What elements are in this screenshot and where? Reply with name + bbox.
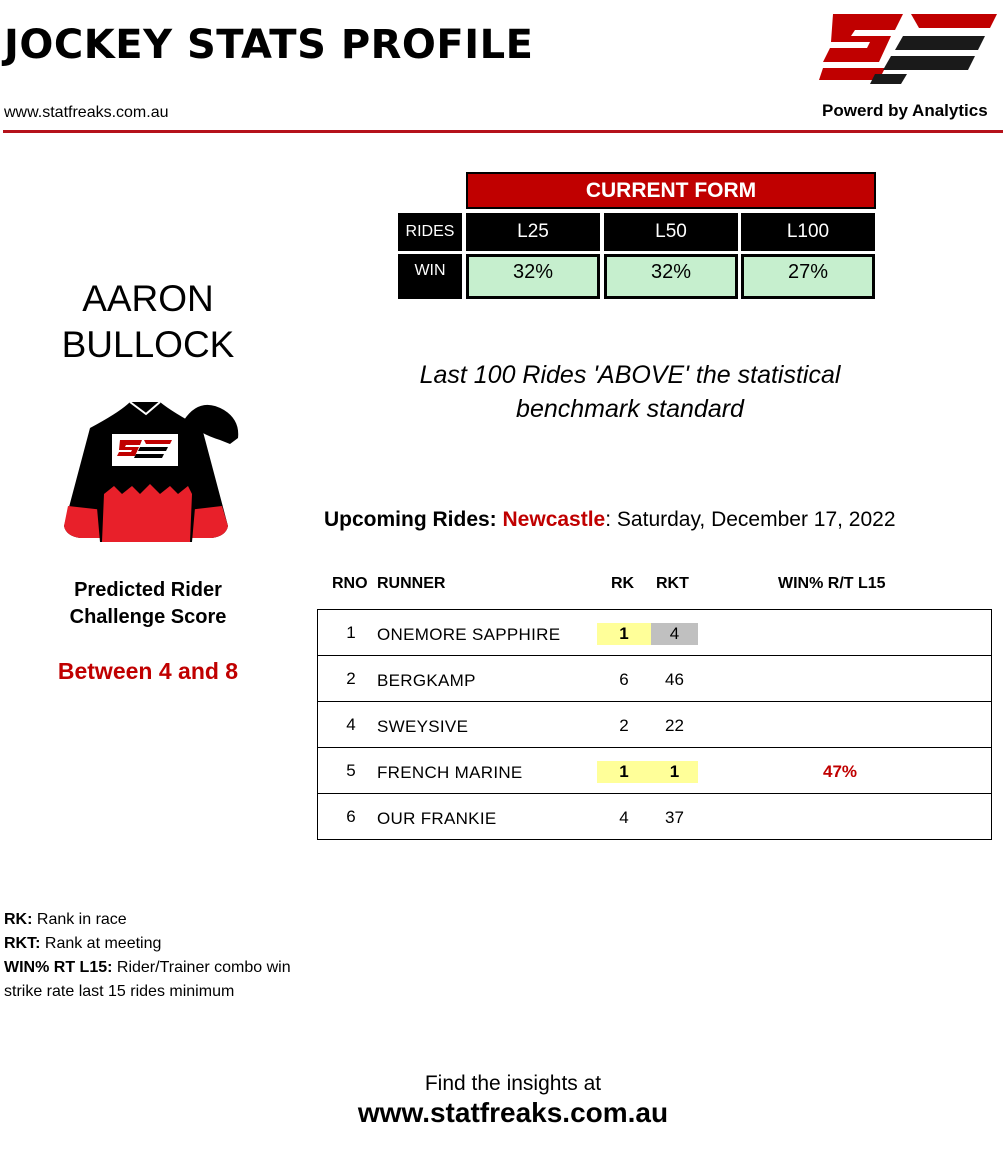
legend-rkt-def: Rank at meeting [40, 935, 162, 952]
page-title: JOCKEY STATS PROFILE [4, 22, 534, 68]
legend-win-def: Rider/Trainer combo win strike rate last 15 rides minimum [4, 959, 291, 1000]
form-win-l25: 32% [466, 254, 600, 299]
legend-rk [4, 908, 304, 932]
form-col-l50: L50 [604, 213, 738, 251]
runner-name: SWEYSIVE [377, 717, 469, 736]
benchmark-line2: benchmark standard [516, 395, 744, 423]
table-row [318, 702, 991, 748]
jockey-first-name: AARON [82, 278, 214, 319]
challenge-label-line2: Challenge Score [69, 606, 227, 628]
race-number: 6 [346, 807, 356, 826]
table-row [318, 748, 991, 794]
table-row [318, 794, 991, 839]
race-number: 5 [346, 761, 356, 780]
benchmark-note [380, 358, 880, 426]
rank-at-meeting: 22 [665, 716, 684, 735]
footer-tagline: Find the insights at [424, 1072, 602, 1095]
site-url-link[interactable]: www.statfreaks.com.au [4, 104, 169, 121]
table-row [318, 610, 991, 656]
header-runner: RUNNER [377, 575, 446, 592]
jockey-last-name: BULLOCK [61, 324, 235, 365]
race-number: 1 [346, 623, 356, 642]
form-win-l100: 27% [741, 254, 875, 299]
runner-name: OUR FRANKIE [377, 809, 497, 828]
legend-rk-term: RK: [4, 911, 33, 928]
sf-logo-icon [815, 0, 1005, 92]
rank-in-race: 1 [597, 761, 651, 783]
rank-in-race: 6 [619, 670, 629, 689]
current-form-title: CURRENT FORM [466, 172, 876, 209]
header-rno: RNO [332, 575, 368, 592]
win-rt-l15: 47% [822, 762, 858, 781]
form-win-l50: 32% [604, 254, 738, 299]
win-row-label: WIN [398, 254, 462, 299]
legend-rk-def: Rank in race [32, 911, 127, 928]
challenge-label-line1: Predicted Rider [74, 579, 222, 601]
rank-at-meeting: 37 [665, 808, 684, 827]
rank-in-race: 1 [597, 623, 651, 645]
rank-in-race: 4 [619, 808, 629, 827]
table-row [318, 656, 991, 702]
powered-by-text: Powerd by Analytics [822, 101, 988, 120]
rank-at-meeting: 46 [665, 670, 684, 689]
runner-name: FRENCH MARINE [377, 763, 523, 782]
footer-url-link[interactable]: www.statfreaks.com.au [357, 1097, 669, 1128]
jockey-name [30, 276, 266, 368]
challenge-score-label [30, 577, 266, 631]
upcoming-rides-table [317, 609, 992, 840]
form-col-l25: L25 [466, 213, 600, 251]
legend-rkt [4, 932, 304, 956]
rank-at-meeting: 1 [651, 761, 698, 783]
benchmark-line1: Last 100 Rides 'ABOVE' the statistical [419, 361, 841, 389]
rides-row-label: RIDES [398, 213, 462, 251]
runner-name: BERGKAMP [377, 671, 476, 690]
upcoming-label: Upcoming Rides: [324, 508, 503, 531]
upcoming-rides-heading [324, 508, 896, 532]
header-win-rt-l15: WIN% R/T L15 [778, 575, 886, 592]
venue-name: Newcastle [502, 508, 606, 531]
rank-in-race: 2 [619, 716, 629, 735]
header-rkt: RKT [656, 575, 689, 592]
header-divider [3, 130, 1003, 133]
form-col-l100: L100 [741, 213, 875, 251]
legend-win [4, 956, 304, 1004]
legend [4, 908, 304, 1004]
jockey-silks-icon [60, 398, 240, 544]
challenge-score-value: Between 4 and 8 [57, 658, 239, 684]
header-rk: RK [611, 575, 635, 592]
meeting-date: : Saturday, December 17, 2022 [605, 508, 896, 531]
runner-name: ONEMORE SAPPHIRE [377, 625, 561, 644]
legend-rkt-term: RKT: [4, 935, 41, 952]
rank-at-meeting: 4 [651, 623, 698, 645]
legend-win-term: WIN% RT L15: [4, 959, 113, 976]
race-number: 4 [346, 715, 356, 734]
race-number: 2 [346, 669, 356, 688]
